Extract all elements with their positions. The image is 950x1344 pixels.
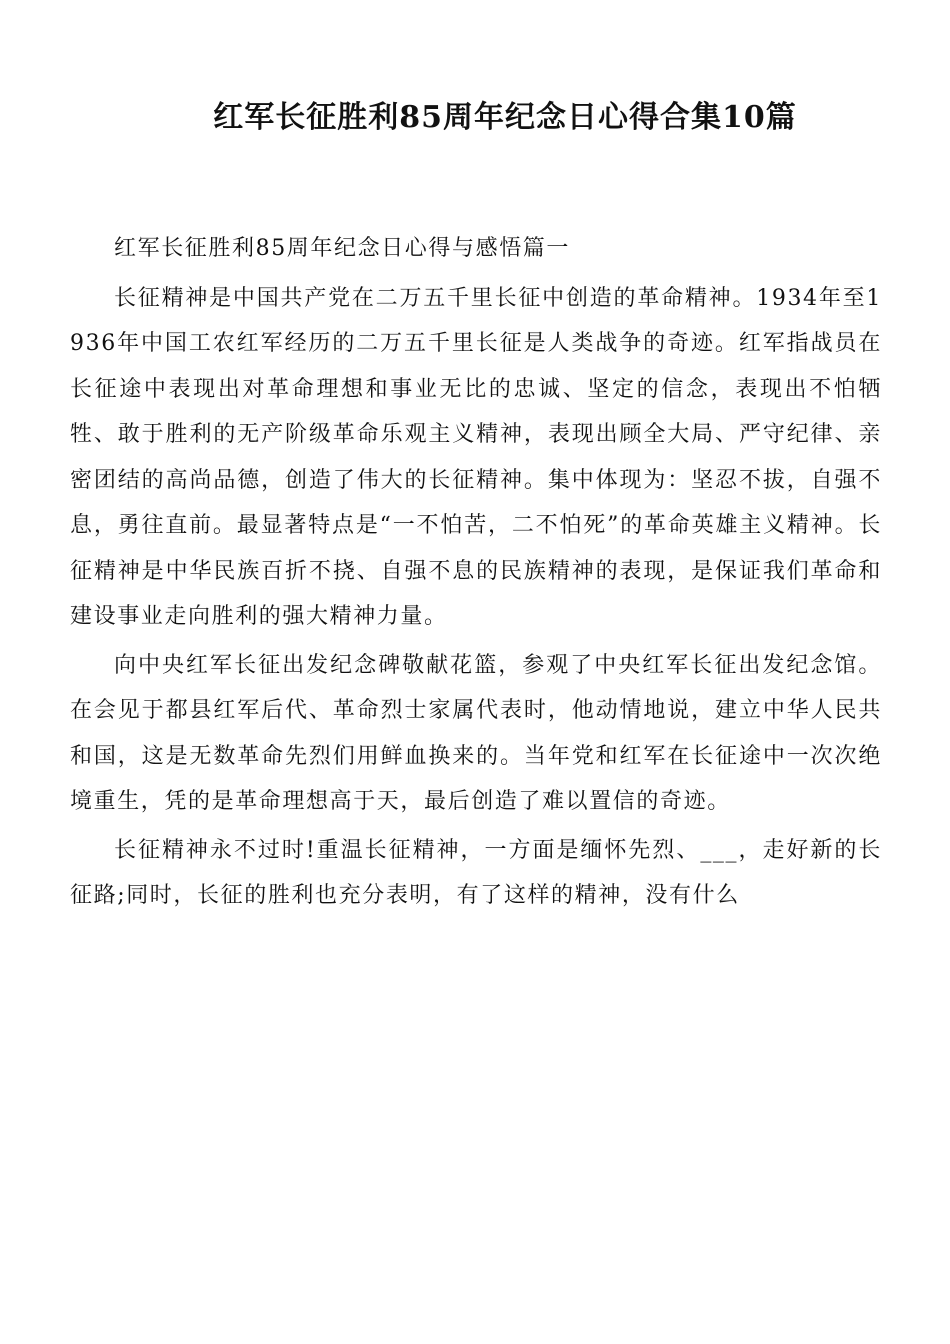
document-title: 红军长征胜利85周年纪念日心得合集10篇 bbox=[213, 100, 797, 135]
body-paragraph: 长征精神是中国共产党在二万五千里长征中创造的革命精神。1934年至1936年中国工农红军经历的二万五千里长征是人类战争的奇迹。红军指战员在长征途中表现出对革命理想和事业无比的忠诚、坚定的信念，表现出不怕牺牲、敢于胜利的无产阶级革命乐观主义精神，表现出顾全大局、严守纪律、亲密团结的高尚品德，创造了伟大的长征精神。集中体现为：坚忍不拔，自强不息，勇往直前。最显著特点是“一不怕苦，二不怕死”的革命英雄主义精神。长征精神是中华民族百折不挠、自强不息的民族精神的表现，是保证我们革命和建设事业走向胜利的强大精神力量。 bbox=[70, 285, 882, 629]
body-paragraph: 长征精神永不过时!重温长征精神，一方面是缅怀先烈、___，走好新的长征路;同时，长征的胜利也充分表明，有了这样的精神，没有什么 bbox=[70, 837, 882, 908]
document-body bbox=[70, 226, 882, 922]
section-heading: 红军长征胜利85周年纪念日心得与感悟篇一 bbox=[114, 236, 570, 261]
body-paragraph: 向中央红军长征出发纪念碑敬献花篮，参观了中央红军长征出发纪念馆。在会见于都县红军后代、革命烈士家属代表时，他动情地说，建立中华人民共和国，这是无数革命先烈们用鲜血换来的。当年党和红军在长征途中一次次绝境重生，凭的是革命理想高于天，最后创造了难以置信的奇迹。 bbox=[70, 652, 882, 814]
